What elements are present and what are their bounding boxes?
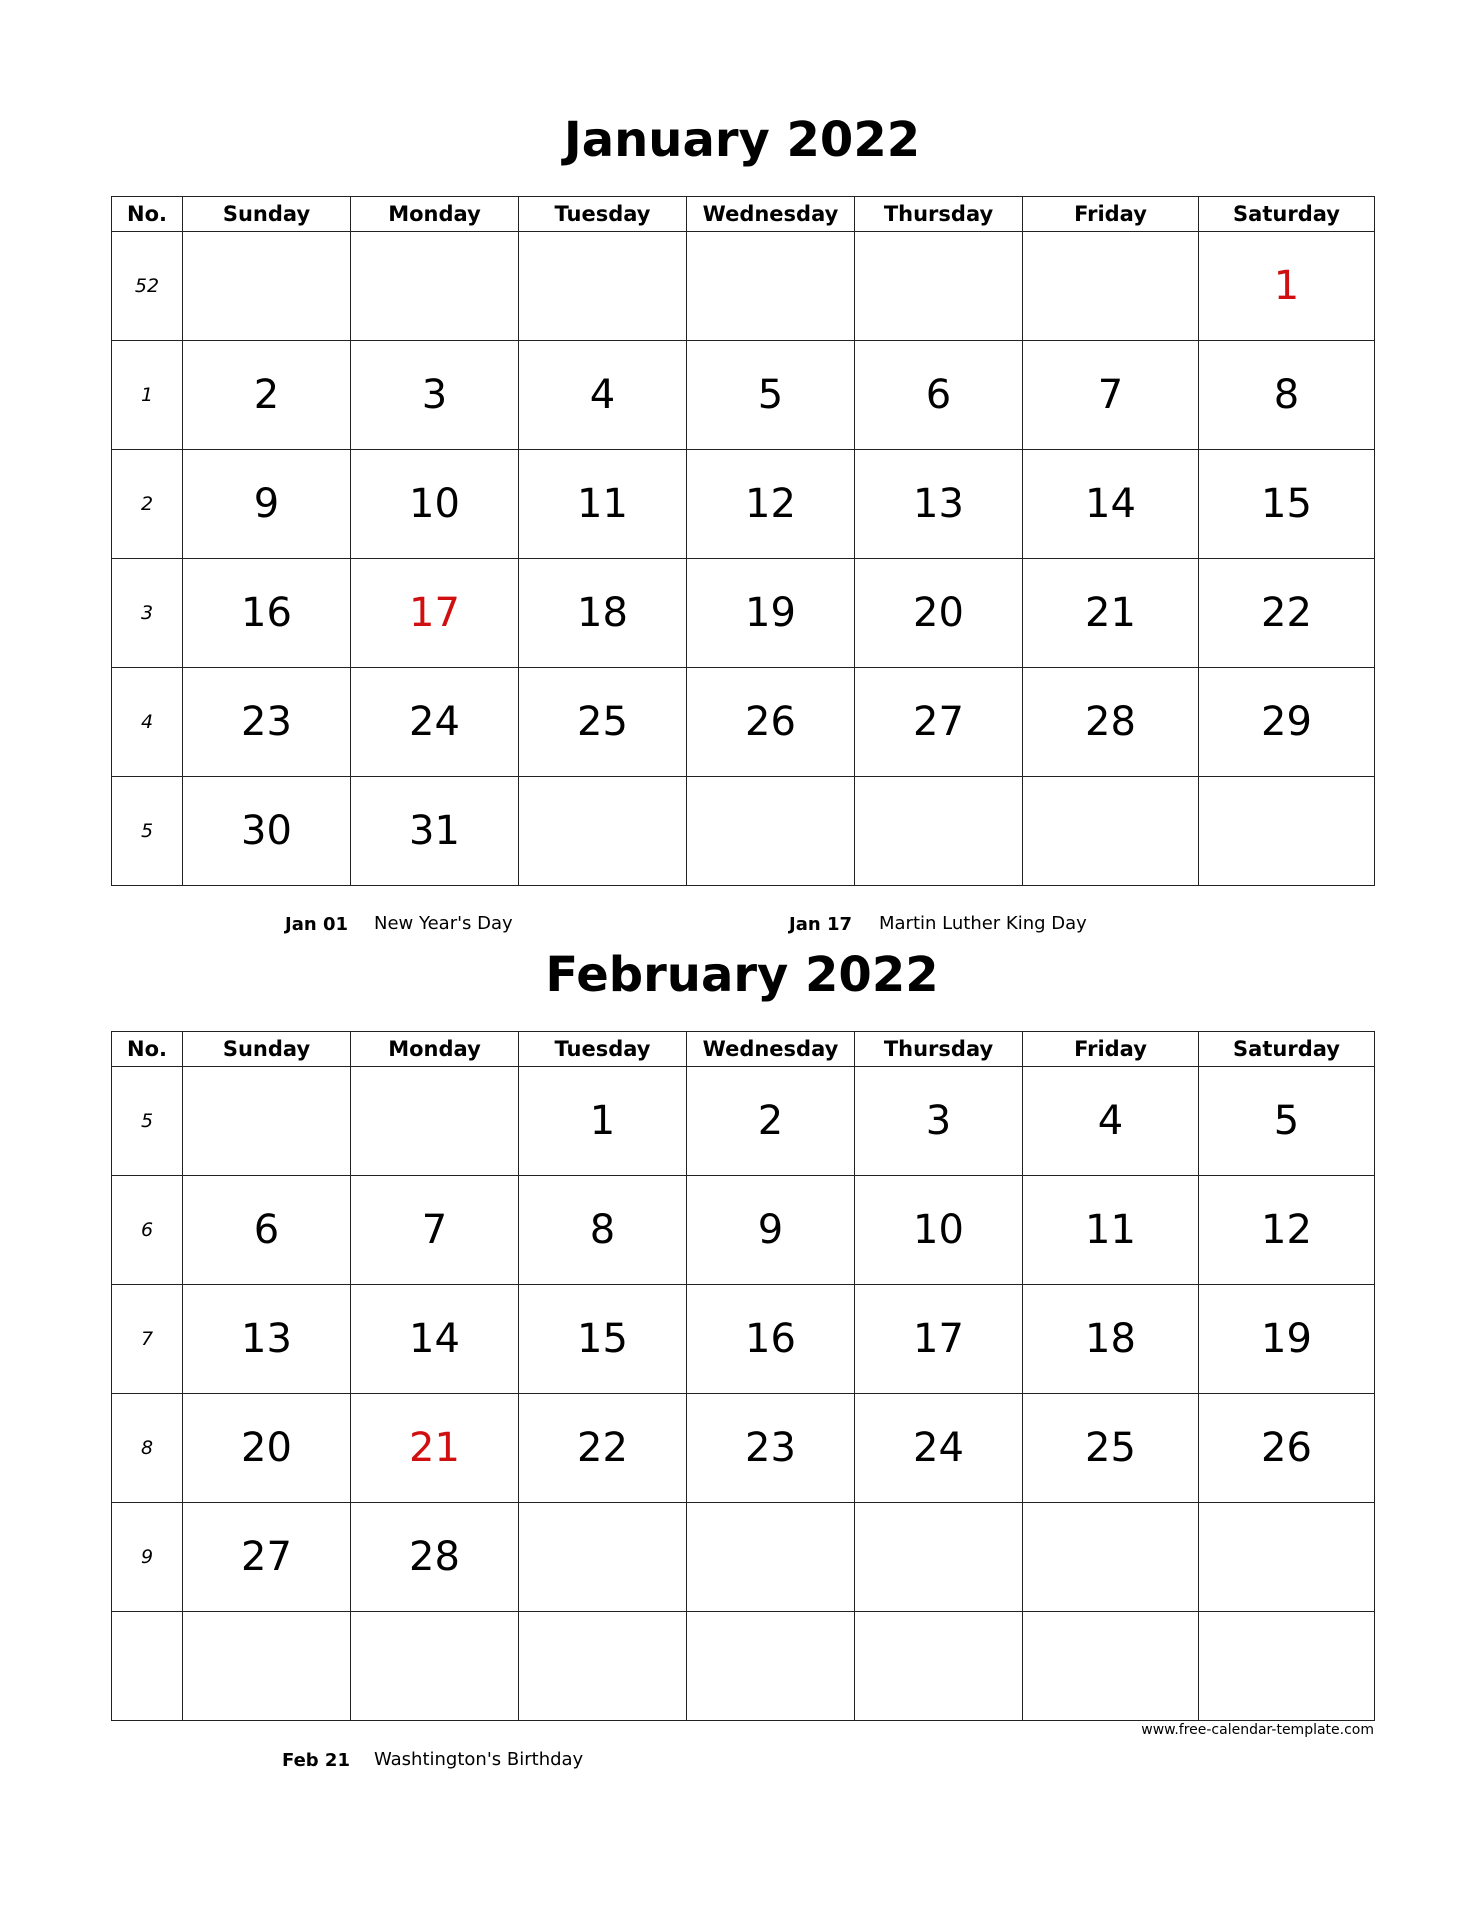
day-cell: 20	[183, 1394, 351, 1503]
day-cell: 11	[1023, 1176, 1199, 1285]
week-number-header: No.	[112, 1032, 183, 1067]
day-cell	[351, 1612, 519, 1721]
day-cell: 13	[855, 450, 1023, 559]
day-cell: 14	[351, 1285, 519, 1394]
day-cell	[1023, 1612, 1199, 1721]
day-cell: 21	[1023, 559, 1199, 668]
day-cell	[1023, 232, 1199, 341]
day-cell	[1199, 777, 1375, 886]
week-row	[112, 1394, 1375, 1503]
day-cell	[351, 232, 519, 341]
day-cell: 19	[687, 559, 855, 668]
week-row	[112, 668, 1375, 777]
weekday-header: Tuesday	[519, 1032, 687, 1067]
day-cell	[1023, 1503, 1199, 1612]
day-cell: 23	[183, 668, 351, 777]
week-number: 1	[112, 341, 183, 450]
day-cell: 7	[351, 1176, 519, 1285]
day-cell: 17	[855, 1285, 1023, 1394]
weekday-header: Wednesday	[687, 1032, 855, 1067]
week-number	[112, 1612, 183, 1721]
weekday-header: Thursday	[855, 1032, 1023, 1067]
day-cell: 28	[351, 1503, 519, 1612]
holiday-date: Jan 01	[285, 914, 348, 935]
day-cell: 16	[687, 1285, 855, 1394]
week-number-header: No.	[112, 197, 183, 232]
day-cell	[351, 1067, 519, 1176]
week-number: 6	[112, 1176, 183, 1285]
week-row	[112, 1176, 1375, 1285]
day-cell: 18	[1023, 1285, 1199, 1394]
week-number: 3	[112, 559, 183, 668]
week-row	[112, 559, 1375, 668]
weekday-header: Sunday	[183, 197, 351, 232]
day-cell: 9	[687, 1176, 855, 1285]
day-cell: 6	[183, 1176, 351, 1285]
day-cell	[687, 777, 855, 886]
weekday-header: Monday	[351, 1032, 519, 1067]
weekday-header-row	[112, 1032, 1375, 1067]
day-cell: 12	[1199, 1176, 1375, 1285]
week-row	[112, 232, 1375, 341]
day-cell	[1199, 1612, 1375, 1721]
day-cell	[855, 1612, 1023, 1721]
holiday-name: Washtington's Birthday	[374, 1749, 584, 1770]
day-cell: 11	[519, 450, 687, 559]
week-number: 2	[112, 450, 183, 559]
month-title: January 2022	[563, 112, 921, 168]
day-cell: 4	[519, 341, 687, 450]
week-number: 7	[112, 1285, 183, 1394]
week-row	[112, 1612, 1375, 1721]
day-cell: 27	[183, 1503, 351, 1612]
day-cell	[855, 777, 1023, 886]
day-cell: 24	[351, 668, 519, 777]
weekday-header: Friday	[1023, 197, 1199, 232]
weekday-header: Sunday	[183, 1032, 351, 1067]
footer-url: www.free-calendar-template.com	[1141, 1722, 1374, 1738]
day-cell	[519, 777, 687, 886]
day-cell: 6	[855, 341, 1023, 450]
weekday-header: Friday	[1023, 1032, 1199, 1067]
day-cell	[519, 232, 687, 341]
day-cell	[183, 232, 351, 341]
day-cell: 2	[183, 341, 351, 450]
week-row	[112, 1285, 1375, 1394]
day-cell: 27	[855, 668, 1023, 777]
week-row	[112, 777, 1375, 886]
day-cell: 24	[855, 1394, 1023, 1503]
day-cell: 18	[519, 559, 687, 668]
day-cell	[183, 1067, 351, 1176]
day-cell	[1023, 777, 1199, 886]
holiday-name: Martin Luther King Day	[879, 913, 1087, 934]
weekday-header: Tuesday	[519, 197, 687, 232]
day-cell	[1199, 1503, 1375, 1612]
day-cell: 10	[855, 1176, 1023, 1285]
day-cell: 1	[1199, 232, 1375, 341]
calendar-grid-february	[111, 1031, 1375, 1721]
day-cell: 14	[1023, 450, 1199, 559]
day-cell	[687, 1503, 855, 1612]
day-cell	[183, 1612, 351, 1721]
day-cell: 29	[1199, 668, 1375, 777]
day-cell	[687, 232, 855, 341]
day-cell: 15	[1199, 450, 1375, 559]
day-cell: 31	[351, 777, 519, 886]
day-cell: 21	[351, 1394, 519, 1503]
week-number: 52	[112, 232, 183, 341]
calendar-grid-january	[111, 196, 1375, 886]
day-cell: 20	[855, 559, 1023, 668]
day-cell: 7	[1023, 341, 1199, 450]
day-cell	[519, 1503, 687, 1612]
day-cell	[855, 1503, 1023, 1612]
day-cell: 22	[519, 1394, 687, 1503]
day-cell: 5	[1199, 1067, 1375, 1176]
day-cell: 19	[1199, 1285, 1375, 1394]
week-number: 5	[112, 777, 183, 886]
day-cell: 13	[183, 1285, 351, 1394]
holiday-date: Jan 17	[789, 914, 852, 935]
day-cell	[855, 232, 1023, 341]
day-cell: 9	[183, 450, 351, 559]
day-cell: 17	[351, 559, 519, 668]
day-cell: 5	[687, 341, 855, 450]
day-cell: 12	[687, 450, 855, 559]
day-cell: 25	[1023, 1394, 1199, 1503]
week-number: 8	[112, 1394, 183, 1503]
weekday-header-row	[112, 197, 1375, 232]
week-row	[112, 341, 1375, 450]
day-cell: 3	[351, 341, 519, 450]
holiday-name: New Year's Day	[374, 913, 513, 934]
week-number: 4	[112, 668, 183, 777]
holiday-date: Feb 21	[282, 1750, 350, 1771]
day-cell: 4	[1023, 1067, 1199, 1176]
week-number: 9	[112, 1503, 183, 1612]
day-cell: 22	[1199, 559, 1375, 668]
week-number: 5	[112, 1067, 183, 1176]
day-cell	[519, 1612, 687, 1721]
week-row	[112, 450, 1375, 559]
day-cell: 28	[1023, 668, 1199, 777]
weekday-header: Saturday	[1199, 1032, 1375, 1067]
week-row	[112, 1503, 1375, 1612]
day-cell: 26	[687, 668, 855, 777]
weekday-header: Monday	[351, 197, 519, 232]
day-cell: 15	[519, 1285, 687, 1394]
day-cell: 25	[519, 668, 687, 777]
day-cell: 30	[183, 777, 351, 886]
day-cell: 8	[1199, 341, 1375, 450]
month-title: February 2022	[545, 947, 939, 1003]
week-row	[112, 1067, 1375, 1176]
weekday-header: Wednesday	[687, 197, 855, 232]
day-cell: 23	[687, 1394, 855, 1503]
weekday-header: Thursday	[855, 197, 1023, 232]
day-cell: 8	[519, 1176, 687, 1285]
day-cell: 1	[519, 1067, 687, 1176]
day-cell: 2	[687, 1067, 855, 1176]
day-cell	[687, 1612, 855, 1721]
day-cell: 26	[1199, 1394, 1375, 1503]
day-cell: 3	[855, 1067, 1023, 1176]
day-cell: 10	[351, 450, 519, 559]
weekday-header: Saturday	[1199, 197, 1375, 232]
day-cell: 16	[183, 559, 351, 668]
